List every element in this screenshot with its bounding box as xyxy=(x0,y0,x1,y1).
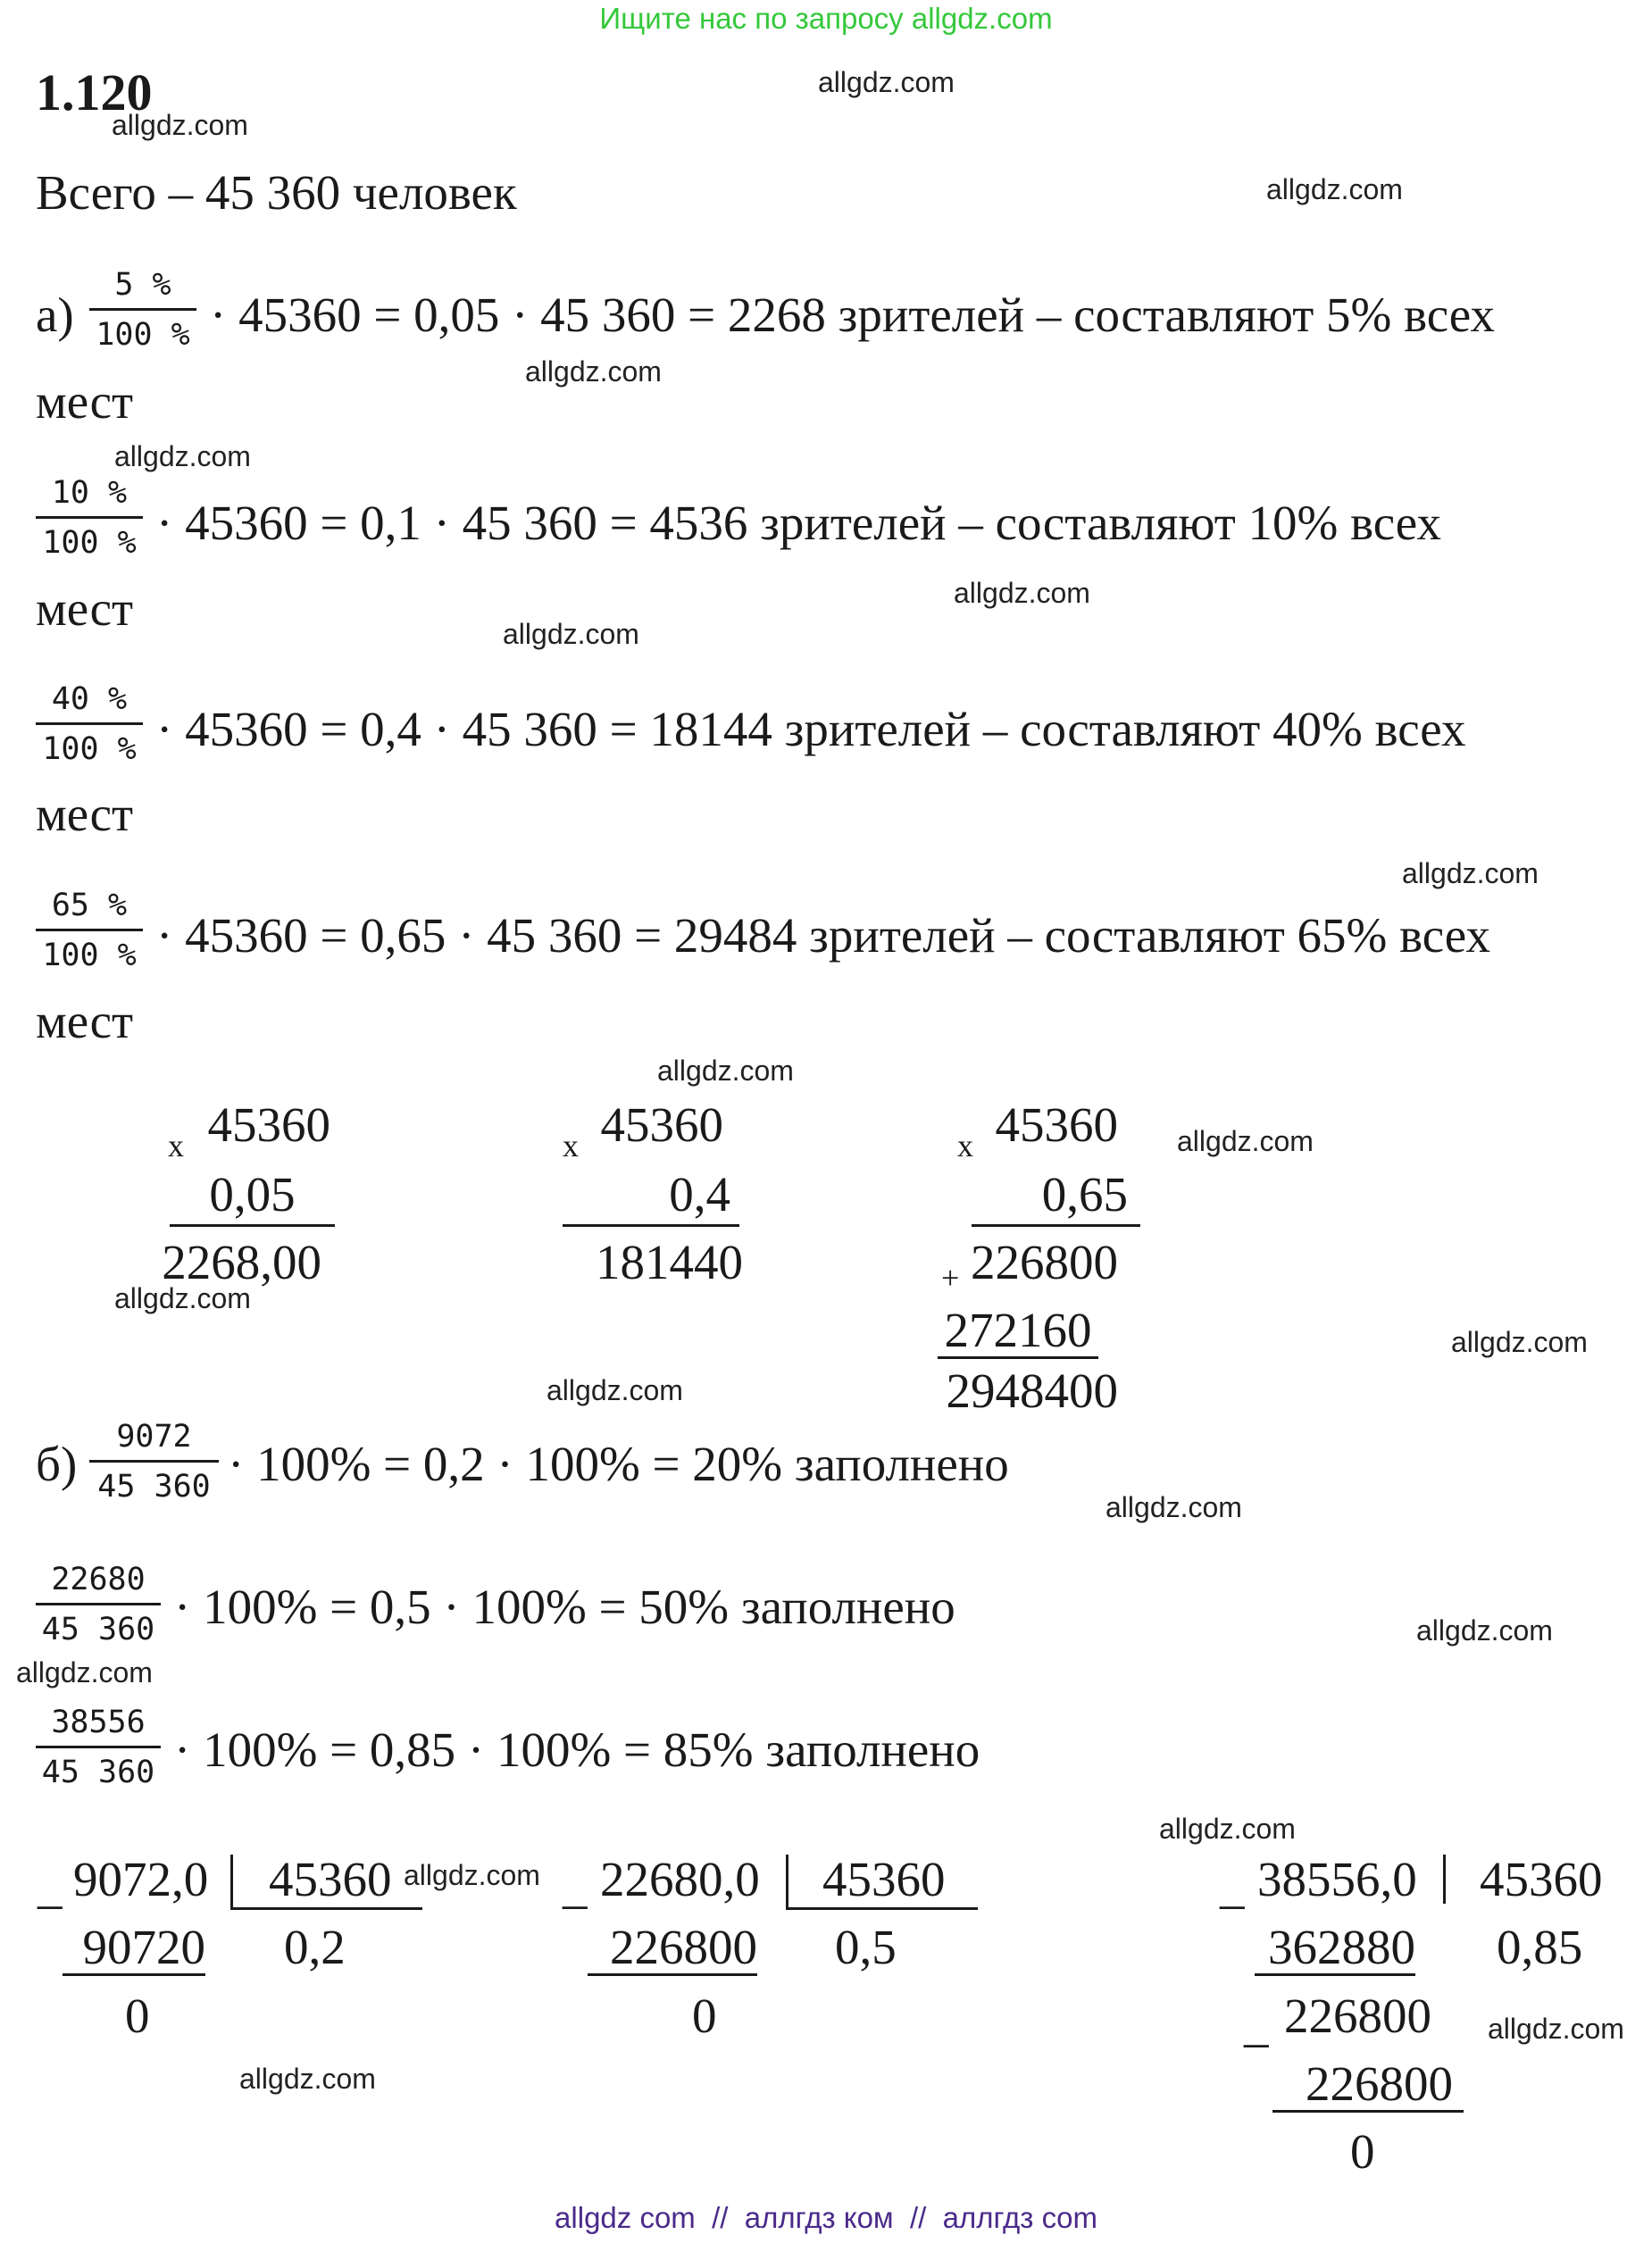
equation-b1: · 100% = 0,2 · 100% = 20% заполнено xyxy=(228,1437,1009,1491)
watermark: allgdz.com xyxy=(1159,1813,1296,1845)
equation-a1-tail: мест xyxy=(36,374,134,429)
watermark: allgdz.com xyxy=(818,66,955,98)
watermark: allgdz.com xyxy=(114,440,251,472)
fraction-denominator: 45 360 xyxy=(41,1755,155,1790)
fraction-numerator: 65 % xyxy=(51,888,128,923)
fraction-bar xyxy=(89,1460,219,1463)
watermark: allgdz.com xyxy=(404,1859,540,1891)
equation-a3-tail: мест xyxy=(36,787,134,841)
fraction-denominator: 100 % xyxy=(96,317,190,353)
footer-links[interactable]: allgdz com // аллгдз ком // аллгдз com xyxy=(555,2201,1097,2234)
fraction-numerator: 40 % xyxy=(51,681,128,717)
fraction-bar xyxy=(89,308,196,311)
fraction-bar xyxy=(36,1603,161,1605)
problem-number: 1.120 xyxy=(36,63,153,121)
fraction-a4 xyxy=(36,890,143,971)
watermark: allgdz.com xyxy=(1416,1614,1553,1647)
mult2-result: 181440 xyxy=(596,1235,743,1289)
mult3-result: 2948400 xyxy=(946,1363,1118,1418)
div2-divisor-value: 45360 xyxy=(822,1852,946,1906)
fraction-numerator: 9072 xyxy=(116,1419,192,1455)
mult3-partial1: 226800 xyxy=(971,1235,1118,1289)
equation-a4: · 45360 = 0,65 · 45 360 = 29484 зрителей – составляют 65% всех xyxy=(156,908,1490,963)
multiply-sign: x xyxy=(563,1128,579,1163)
watermark: allgdz.com xyxy=(239,2063,376,2095)
intro-text: Всего – 45 360 человек xyxy=(36,165,517,220)
division-minus-sign: _ xyxy=(563,1859,588,1914)
watermark: allgdz.com xyxy=(112,109,248,141)
div3-subtrahend2: 226800 xyxy=(1272,2059,1464,2113)
div2-subtrahend: 226800 xyxy=(588,1922,757,1976)
fraction-denominator: 100 % xyxy=(42,731,137,767)
fraction-denominator: 100 % xyxy=(42,525,137,561)
mult3-partial2: 272160 xyxy=(938,1305,1098,1359)
fraction-b2 xyxy=(36,1564,161,1646)
fraction-a1 xyxy=(89,267,196,353)
watermark: allgdz.com xyxy=(1488,2013,1624,2045)
div3-dividend: 38556,0 xyxy=(1257,1852,1417,1906)
equation-a2-tail: мест xyxy=(36,581,134,636)
fraction-numerator: 22680 xyxy=(51,1562,146,1597)
mult3-factor-a: 45360 xyxy=(995,1097,1118,1152)
fraction-denominator: 100 % xyxy=(42,938,137,973)
part-a-label: а) xyxy=(36,288,74,342)
equation-a2: · 45360 = 0,1 · 45 360 = 4536 зрителей – составляют 10% всех xyxy=(156,496,1441,550)
multiply-sign: x xyxy=(957,1128,973,1163)
header-banner[interactable]: Ищите нас по запросу allgdz.com xyxy=(599,2,1053,35)
fraction-numerator: 10 % xyxy=(51,475,128,511)
division-minus-sign: _ xyxy=(1244,1997,1269,2052)
watermark: allgdz.com xyxy=(546,1374,683,1406)
equation-a4-tail: мест xyxy=(36,994,134,1048)
div3-divisor-value: 45360 xyxy=(1480,1852,1603,1906)
fraction-denominator: 45 360 xyxy=(97,1469,211,1505)
div2-quotient: 0,5 xyxy=(835,1920,897,1974)
fraction-bar xyxy=(36,929,143,931)
fraction-a3 xyxy=(36,681,143,767)
watermark: allgdz.com xyxy=(1402,857,1539,889)
watermark: allgdz.com xyxy=(503,618,639,650)
div2-remainder: 0 xyxy=(692,1989,717,2043)
fraction-bar xyxy=(36,722,143,725)
mult1-result: 2268,00 xyxy=(162,1235,321,1289)
watermark: allgdz.com xyxy=(16,1656,153,1689)
equation-a1: · 45360 = 0,05 · 45 360 = 2268 зрителей – составляют 5% всех xyxy=(210,288,1495,342)
fraction-bar xyxy=(36,516,143,519)
fraction-b3 xyxy=(36,1707,161,1789)
div2-divisor xyxy=(786,1852,978,1910)
watermark: allgdz.com xyxy=(1106,1491,1242,1523)
mult1-factor-a: 45360 xyxy=(207,1097,330,1152)
watermark: allgdz.com xyxy=(954,577,1090,609)
div3-divisor xyxy=(1443,1852,1613,1906)
div1-remainder: 0 xyxy=(125,1989,150,2043)
mult2-factor-b: 0,4 xyxy=(563,1170,739,1227)
watermark: allgdz.com xyxy=(1451,1326,1588,1358)
div1-divisor xyxy=(230,1852,422,1910)
mult3-factor-b: 0,65 xyxy=(972,1170,1140,1227)
equation-b3: · 100% = 0,85 · 100% = 85% заполнено xyxy=(174,1722,980,1777)
watermark: allgdz.com xyxy=(657,1055,794,1087)
fraction-numerator: 38556 xyxy=(51,1705,146,1740)
div3-remainder: 0 xyxy=(1350,2124,1375,2179)
div3-step2: 226800 xyxy=(1284,1989,1431,2043)
part-b-label: б) xyxy=(36,1437,78,1491)
div1-quotient: 0,2 xyxy=(284,1920,346,1974)
watermark: allgdz.com xyxy=(114,1282,251,1314)
watermark: allgdz.com xyxy=(1266,173,1403,205)
fraction-denominator: 45 360 xyxy=(41,1612,155,1647)
div3-quotient: 0,85 xyxy=(1497,1920,1583,1974)
mult1-factor-b: 0,05 xyxy=(170,1170,335,1227)
mult2-factor-a: 45360 xyxy=(600,1097,723,1152)
equation-a3: · 45360 = 0,4 · 45 360 = 18144 зрителей – составляют 40% всех xyxy=(156,702,1466,756)
equation-b2: · 100% = 0,5 · 100% = 50% заполнено xyxy=(174,1580,955,1634)
division-minus-sign: _ xyxy=(38,1859,63,1914)
div1-divisor-value: 45360 xyxy=(269,1852,392,1906)
watermark: allgdz.com xyxy=(525,355,662,388)
div1-dividend: 9072,0 xyxy=(73,1852,209,1906)
fraction-b1 xyxy=(89,1419,219,1505)
div1-subtrahend: 90720 xyxy=(63,1922,205,1976)
fraction-a2 xyxy=(36,475,143,561)
fraction-numerator: 5 % xyxy=(114,267,171,303)
div2-dividend: 22680,0 xyxy=(600,1852,760,1906)
plus-sign: + xyxy=(941,1260,960,1296)
fraction-bar xyxy=(36,1746,161,1748)
division-minus-sign: _ xyxy=(1220,1859,1245,1914)
multiply-sign: x xyxy=(168,1128,184,1163)
watermark: allgdz.com xyxy=(1177,1125,1314,1157)
div3-subtrahend: 362880 xyxy=(1255,1922,1415,1976)
